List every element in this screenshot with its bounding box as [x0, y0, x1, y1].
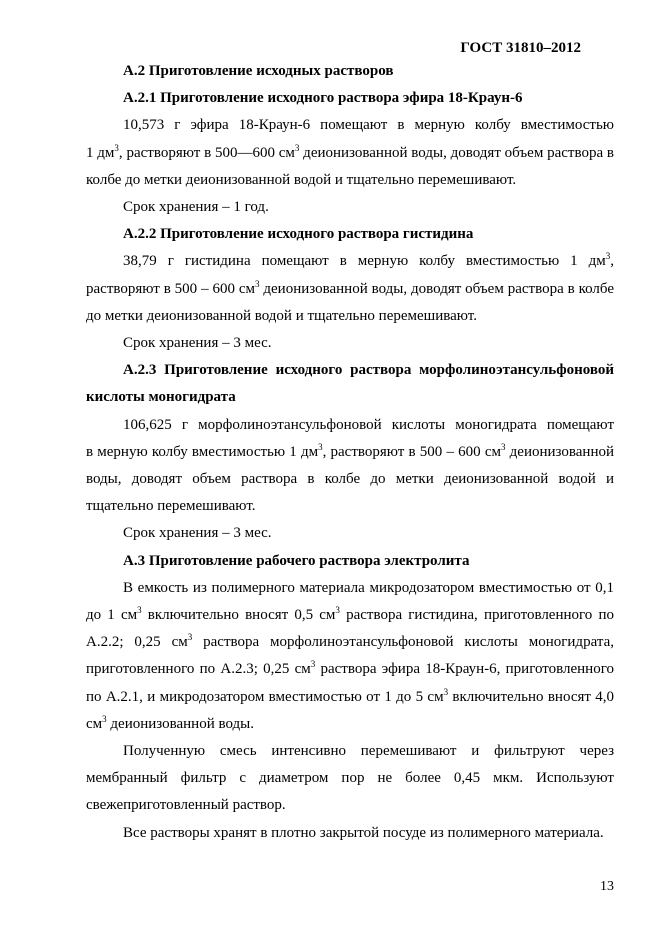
text-fragment: 38,79 г гистидина помещают в мерную колбу вместимостью 1 дм — [123, 253, 606, 270]
section-heading-a23: А.2.3 Приготовление исходного раствора морфолиноэтансульфоновой кислоты моногидрата — [86, 362, 614, 406]
superscript: 3 — [500, 441, 506, 452]
superscript: 3 — [114, 142, 119, 153]
superscript: 3 — [255, 278, 260, 289]
paragraph-a3-3: Все растворы хранят в плотно закрытой посуде из полимерного материала. — [123, 824, 604, 841]
superscript: 3 — [335, 605, 340, 616]
text-fragment: деионизованной воды, доводят объем раствора в колбе до метки деионизованной водой и тщательно перемешивают. — [86, 280, 614, 324]
text-fragment: раствора гистидина, приготовленного по А.2.2; 0,25 см — [86, 607, 614, 651]
text-fragment: раствора эфира 18-Краун-6, приготовленного по А.2.1, и микродозатором вместимостью от 1 до 5 см — [86, 661, 614, 705]
text-fragment: включительно вносят 4,0 см — [86, 688, 614, 732]
paragraph-a21 — [86, 112, 614, 194]
superscript: 3 — [605, 251, 611, 262]
paragraph-a3-1 — [86, 575, 614, 738]
text-fragment: деионизованной воды, доводят объем раствора в колбе до метки деионизованной водой и тщательно перемешивают. — [86, 443, 614, 515]
page-number: 13 — [600, 879, 614, 894]
text-fragment: , растворяют в 500—600 см — [118, 144, 295, 161]
text-fragment: раствора морфолиноэтансульфоновой кислоты моногидрата, приготовленного по А.2.3; 0,25 см — [86, 634, 614, 678]
storage-period-a23: Срок хранения – 3 мес. — [123, 525, 272, 542]
text-fragment: , растворяют в 500 – 600 см — [86, 253, 614, 297]
section-heading-a3: А.3 Приготовление рабочего раствора электролита — [123, 552, 470, 569]
storage-period-a22: Срок хранения – 3 мес. — [123, 335, 272, 352]
document-body — [86, 58, 614, 847]
paragraph-a21-line1: 10,573 г эфира 18-Краун-6 помещают в мерную колбу вместимостью — [123, 117, 614, 134]
text-fragment: включительно вносят 0,5 см — [141, 607, 336, 624]
superscript: 3 — [137, 605, 142, 616]
paragraph-a23 — [86, 412, 614, 521]
superscript: 3 — [318, 441, 323, 452]
paragraph-a22 — [86, 248, 614, 330]
section-heading-a21: А.2.1 Приготовление исходного раствора эфира 18-Краун-6 — [123, 90, 523, 107]
section-heading-a22: А.2.2 Приготовление исходного раствора гистидина — [123, 226, 474, 243]
superscript: 3 — [443, 686, 449, 697]
text-fragment: в мерную колбу вместимостью 1 дм — [86, 443, 319, 460]
text-fragment: 1 дм — [86, 144, 115, 161]
storage-period-a21: Срок хранения – 1 год. — [123, 199, 269, 216]
text-fragment: деионизованной воды, доводят объем раствора в колбе до метки деионизованной водой и тщательно перемешивают. — [86, 144, 615, 188]
paragraph-a3-2: Полученную смесь интенсивно перемешивают и фильтруют через мембранный фильтр с диаметром пор не более 0,45 мкм. Используют свежеприготовленный раствор. — [86, 743, 614, 814]
superscript: 3 — [187, 632, 193, 643]
paragraph-a23-line1: 106,625 г морфолиноэтансульфоновой кислоты моногидрата помещают — [123, 416, 614, 433]
superscript: 3 — [294, 142, 300, 153]
text-fragment: деионизованной воды. — [106, 715, 254, 732]
text-fragment: В емкость из полимерного материала микродозатором вместимостью от 0,1 до 1 см — [86, 579, 614, 624]
text-fragment: , растворяют в 500 – 600 см — [322, 443, 501, 460]
superscript: 3 — [310, 659, 316, 670]
document-code: ГОСТ 31810–2012 — [460, 40, 581, 56]
section-heading-a2: А.2 Приготовление исходных растворов — [123, 63, 394, 79]
superscript: 3 — [102, 713, 107, 724]
